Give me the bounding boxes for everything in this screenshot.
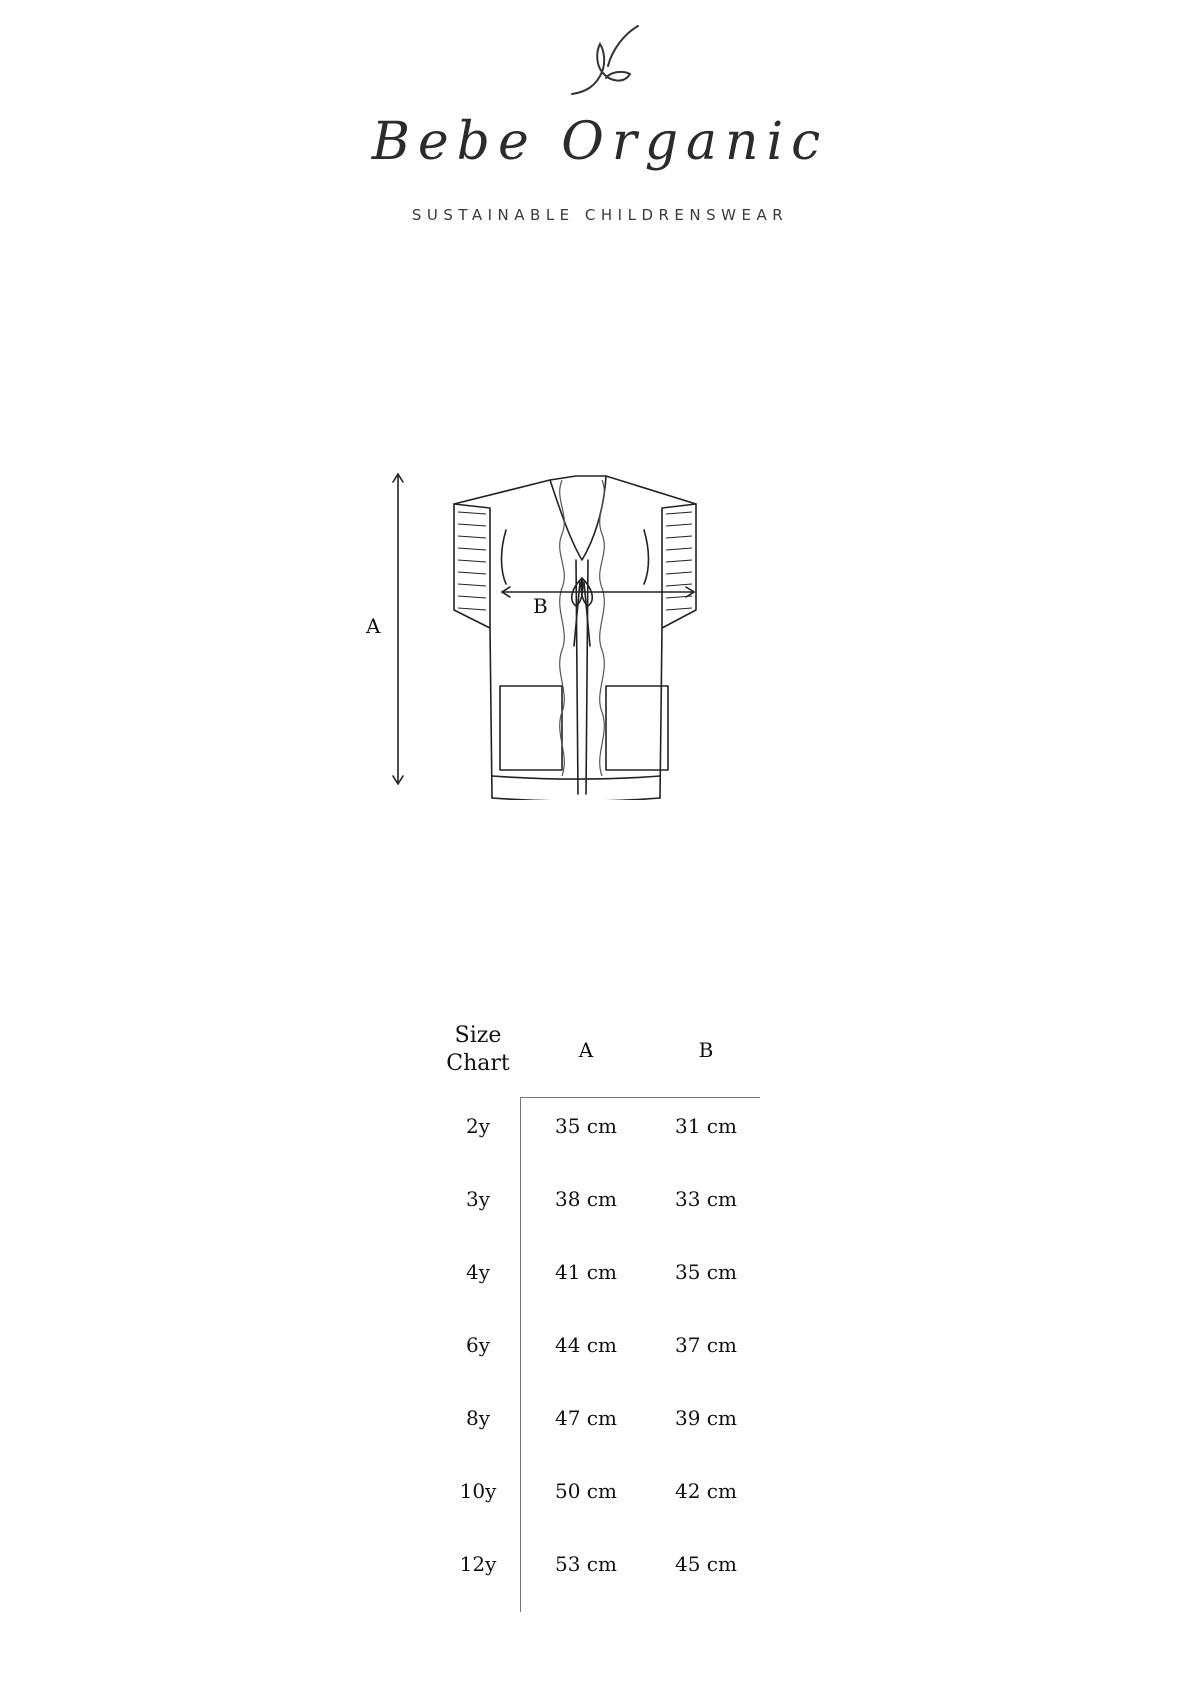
value-a-cell: 35 cm [555,1114,617,1138]
table-row [438,1552,768,1582]
vest-technical-drawing [350,450,780,800]
table-row [438,1333,768,1363]
value-a-cell: 50 cm [555,1479,617,1503]
size-chart-title-line1: Size [454,1023,502,1048]
size-cell: 6y [465,1333,491,1357]
brand-tagline: SUSTAINABLE CHILDRENSWEAR [411,206,789,224]
column-header-b: B [698,1038,714,1062]
table-row [438,1406,768,1436]
value-a-cell: 47 cm [555,1406,617,1430]
size-cell: 10y [459,1479,497,1503]
value-a-cell: 53 cm [555,1552,617,1576]
size-cell: 8y [465,1406,491,1430]
value-b-cell: 37 cm [675,1333,737,1357]
table-row [438,1479,768,1509]
table-row [438,1114,768,1144]
size-chart-title-line2: Chart [446,1051,510,1076]
value-b-cell: 42 cm [675,1479,737,1503]
value-a-cell: 44 cm [555,1333,617,1357]
size-cell: 2y [465,1114,491,1138]
dimension-b-label: B [533,594,548,618]
column-header-a: A [578,1038,594,1062]
header-divider [520,1097,760,1098]
value-b-cell: 39 cm [675,1406,737,1430]
value-a-cell: 41 cm [555,1260,617,1284]
table-row [438,1187,768,1217]
value-b-cell: 31 cm [675,1114,737,1138]
brand-name: Bebe Organic [371,112,829,172]
table-row [438,1260,768,1290]
dimension-a-label: A [366,614,381,638]
value-a-cell: 38 cm [555,1187,617,1211]
size-cell: 12y [459,1552,497,1576]
size-cell: 4y [465,1260,491,1284]
value-b-cell: 33 cm [675,1187,737,1211]
value-b-cell: 35 cm [675,1260,737,1284]
size-chart [438,1022,768,1612]
size-chart-title [438,1022,518,1078]
size-cell: 3y [465,1187,491,1211]
value-b-cell: 45 cm [675,1552,737,1576]
leaf-sprig-icon [568,22,648,102]
